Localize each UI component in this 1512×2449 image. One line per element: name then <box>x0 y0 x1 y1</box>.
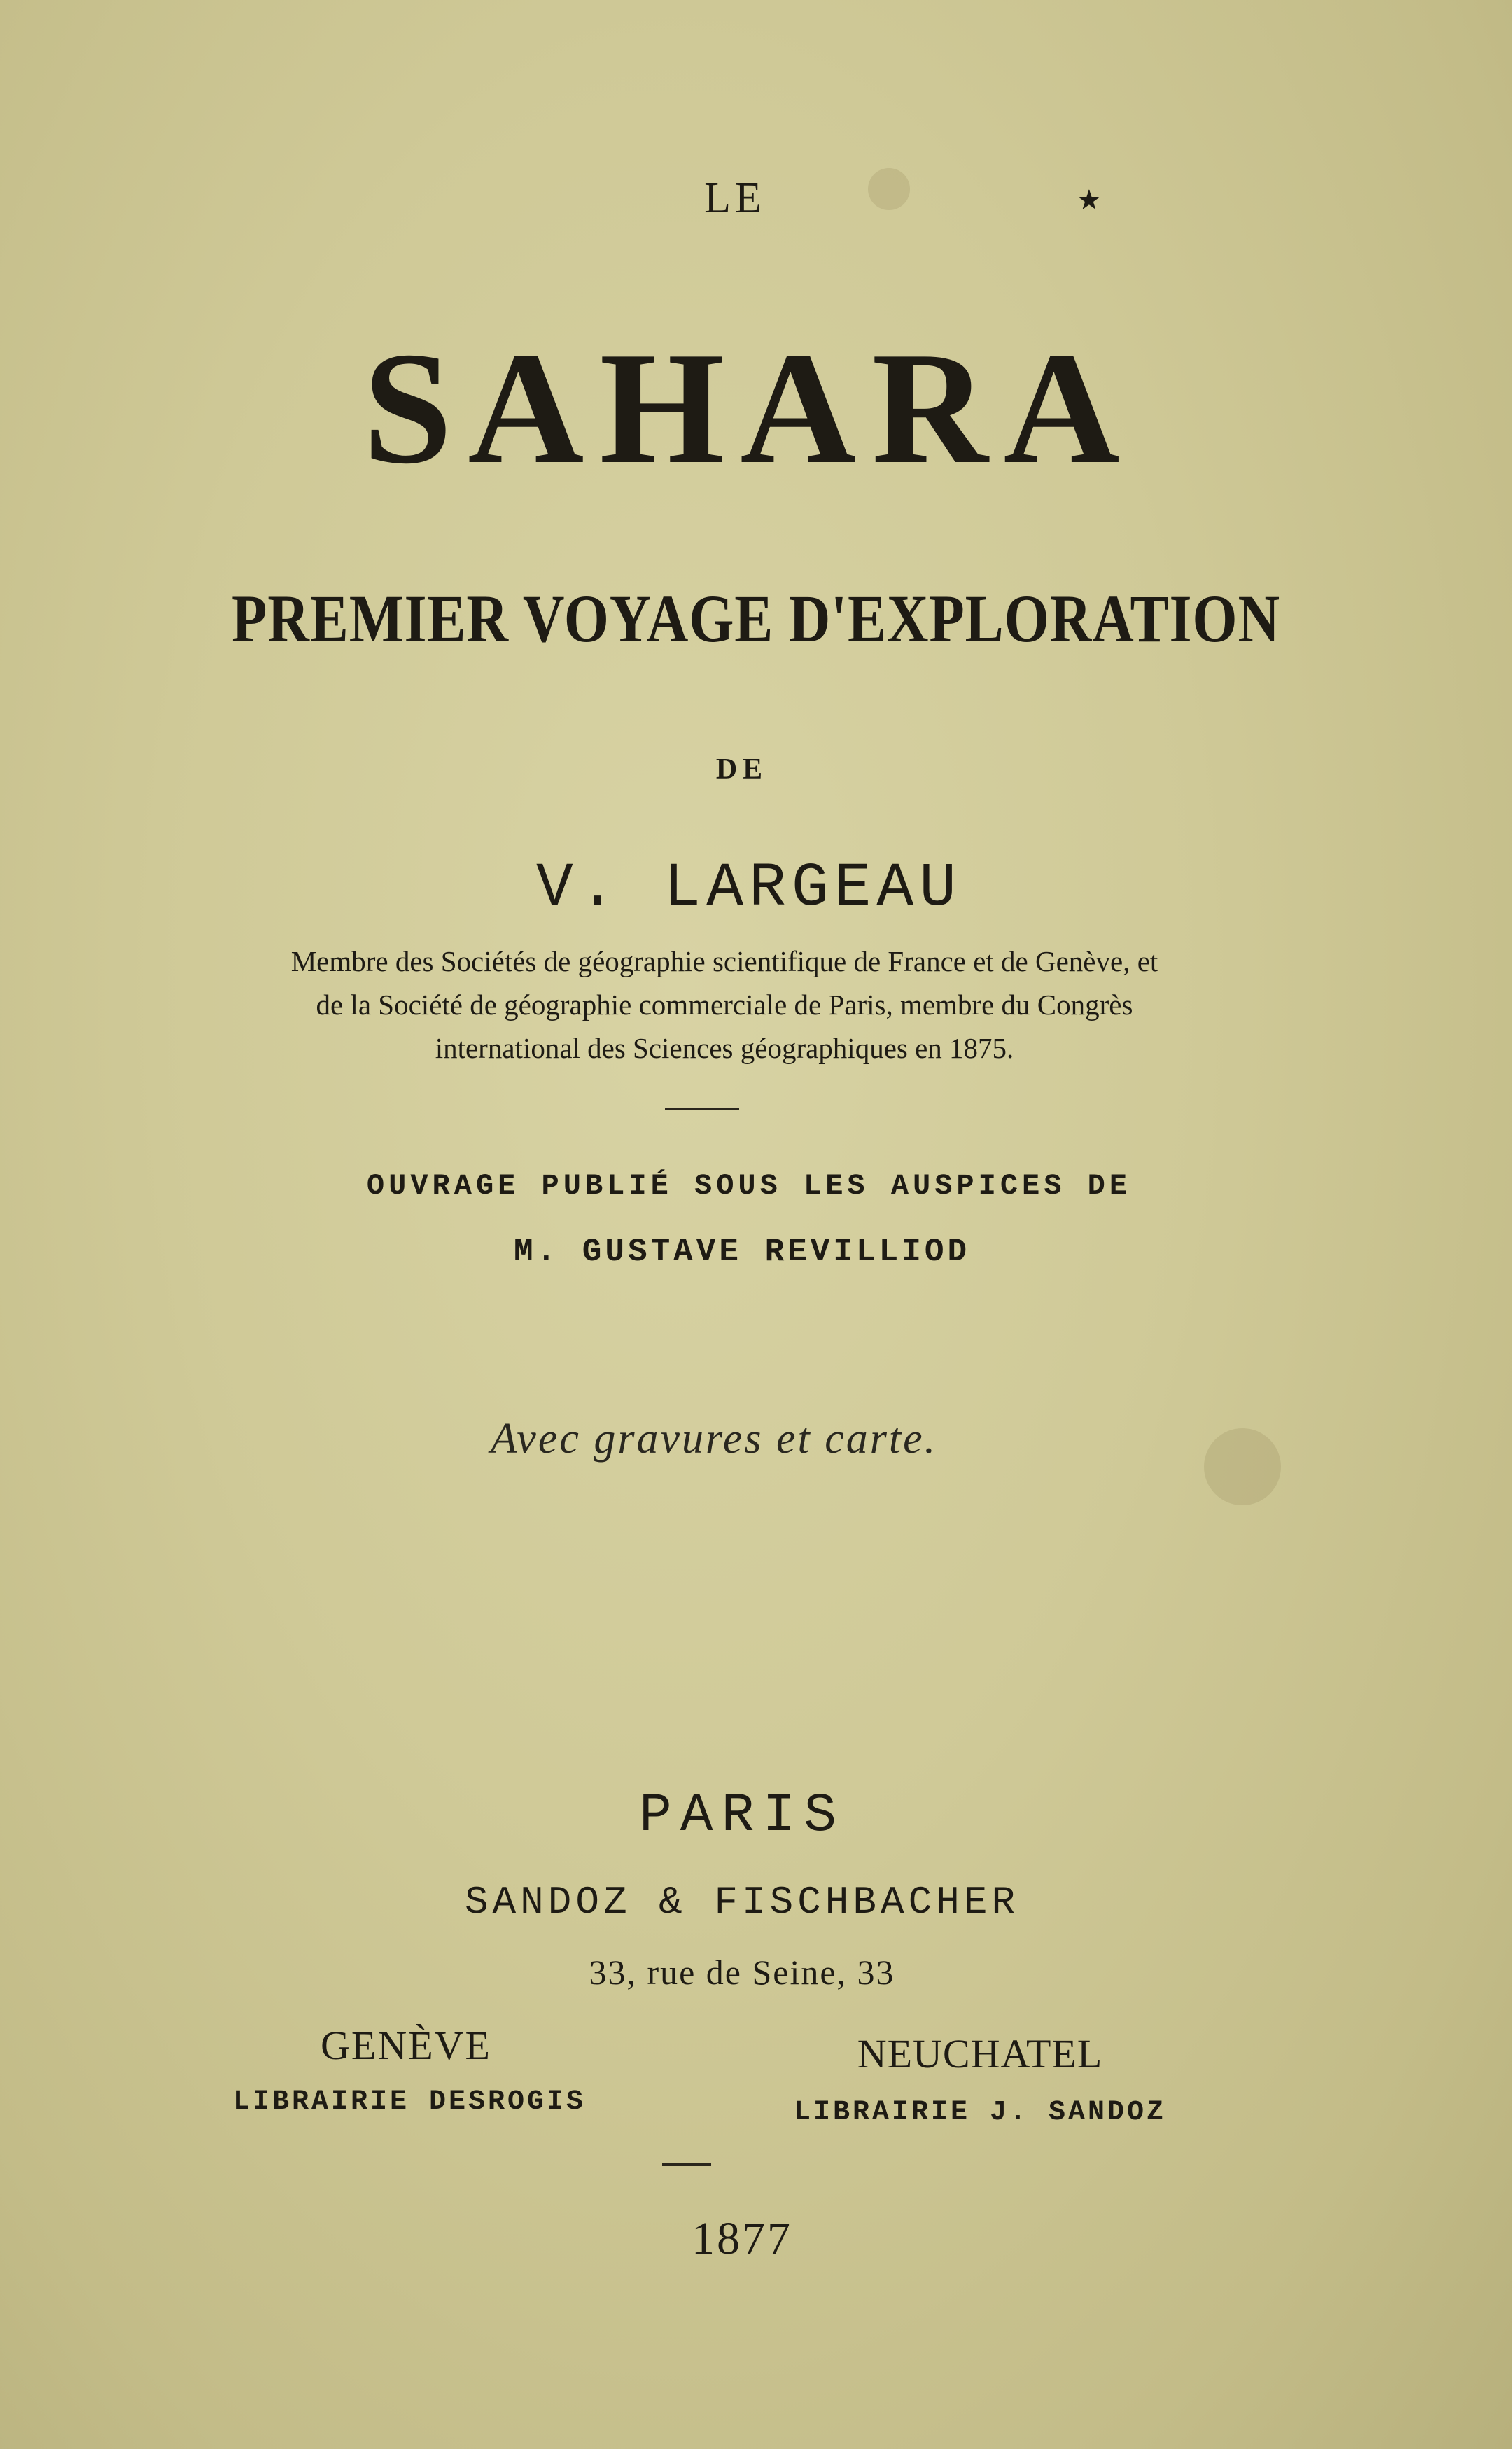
divider-rule <box>662 2163 711 2166</box>
author-credentials <box>0 940 1480 1070</box>
credentials-line: de la Société de géographie commerciale de Paris, membre du Congrès <box>316 989 1133 1021</box>
book-title: SAHARA <box>363 319 1135 497</box>
branch-bookshop-neuchatel: LIBRAIRIE J. SANDOZ <box>793 2097 1167 2128</box>
publication-city: PARIS <box>638 1785 846 1847</box>
publication-year: 1877 <box>692 2213 792 2264</box>
branch-city-neuchatel: NEUCHATEL <box>857 2031 1103 2077</box>
title-article: LE <box>704 174 766 222</box>
publisher-name: SANDOZ & FISCHBACHER <box>464 1880 1020 1925</box>
handwritten-note: Avec gravures et carte. <box>490 1415 938 1463</box>
credentials-line: Membre des Sociétés de géographie scientifique de France et de Genève, et <box>290 945 1158 977</box>
divider-rule <box>665 1108 739 1110</box>
book-subtitle: PREMIER VOYAGE D'EXPLORATION <box>232 581 1280 656</box>
branch-bookshop-geneve: LIBRAIRIE DESROGIS <box>232 2086 587 2118</box>
author-name: V. LARGEAU <box>536 854 962 923</box>
patron-name: M. GUSTAVE REVILLIOD <box>513 1234 971 1270</box>
publisher-address: 33, rue de Seine, 33 <box>589 1953 895 1992</box>
branch-city-geneve: GENÈVE <box>321 2023 491 2068</box>
asterisk-mark-icon: ★ <box>1077 184 1102 216</box>
by-line: DE <box>715 753 769 786</box>
auspices-line: OUVRAGE PUBLIÉ SOUS LES AUSPICES DE <box>366 1169 1132 1203</box>
credentials-line: international des Sciences géographiques en 1875. <box>435 1032 1014 1064</box>
